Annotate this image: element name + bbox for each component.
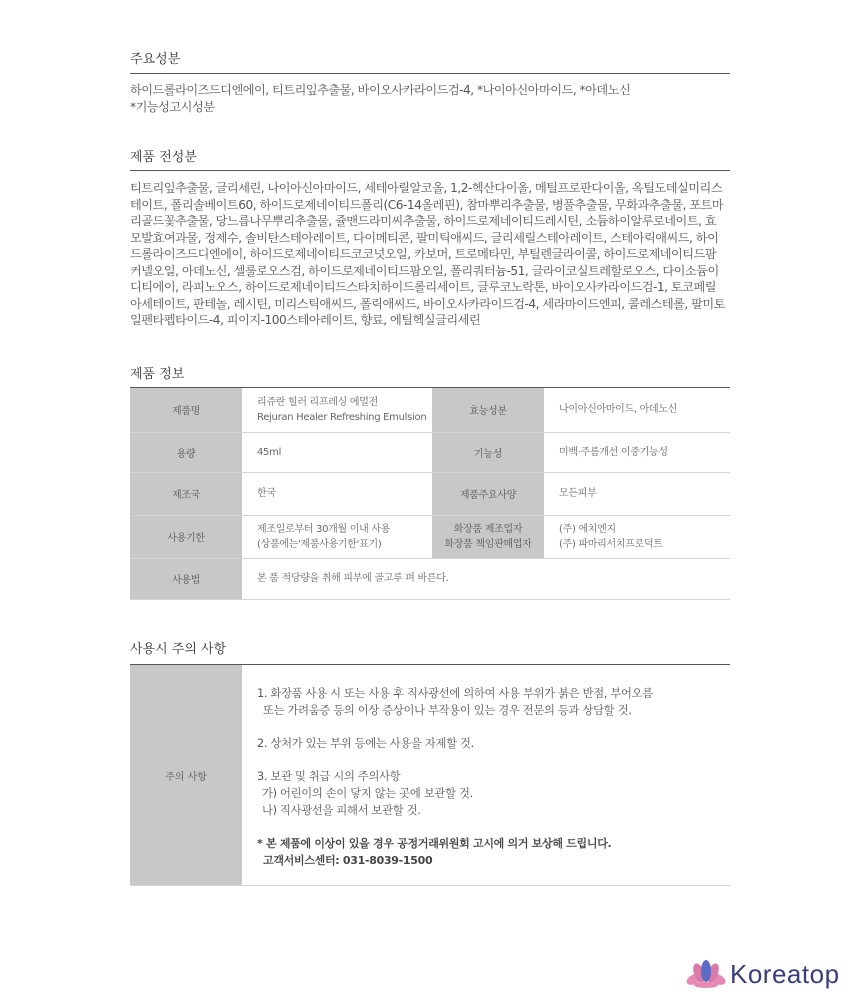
label-manufacturer: [432, 515, 544, 558]
seller-name: (주) 파마리서치프로덕트: [559, 538, 663, 550]
value-usage: 본 품 적당량을 취해 피부에 골고루 펴 바른다.: [242, 558, 730, 599]
product-info-table: [130, 388, 730, 600]
product-name-ko: 리쥬란 힐러 리프레싱 에멀전: [257, 396, 378, 408]
all-ingredients-line: 테이트, 폴리솔베이트60, 하이드로제네이티드폴리(C6-14올레핀), 참마뿌리추출물, 병풀추출물, 무화과추출물, 포트마: [130, 197, 724, 212]
label-function: 기능성: [432, 432, 544, 472]
caution-title: 사용시 주의 사항: [130, 642, 227, 657]
product-name-en: Rejuran Healer Refreshing Emulsion: [257, 411, 427, 423]
main-ingredients-line: 하이드롤라이즈드디엔에이, 티트리잎추출물, 바이오사카라이드검-4, *나이아신아마이드, *아데노신: [130, 83, 631, 97]
table-row: [130, 665, 730, 886]
label-usage: 사용법: [130, 558, 242, 599]
manufacturer-name: (주) 에치엔지: [559, 523, 616, 535]
label-product-name: 제품명: [130, 388, 242, 432]
label-seller-line: 화장품 책임판매업자: [444, 538, 532, 550]
label-volume: 용량: [130, 432, 242, 472]
label-country: 제조국: [130, 472, 242, 515]
divider: [130, 73, 730, 74]
caution-item-1: 1. 화장품 사용 시 또는 사용 후 직사광선에 의하여 사용 부위가 붉은 반점, 부어오름: [257, 687, 653, 700]
value-country: 한국: [242, 472, 432, 515]
label-caution: 주의 사항: [130, 665, 242, 886]
main-ingredients-text: [130, 82, 732, 115]
main-ingredients-title: 주요성분: [130, 52, 181, 67]
value-expiry: [242, 515, 432, 558]
table-row: [130, 388, 730, 432]
all-ingredients-line: 디티에이, 라피노오스, 하이드로제네이티드스타치하이드롤리세이트, 글루코노락톤, 바이오사카라이드검-1, 토코페릴: [130, 280, 717, 294]
label-spec: 제품주요사양: [432, 472, 544, 515]
all-ingredients-title: 제품 전성분: [130, 150, 197, 165]
all-ingredients-line: 커넬오일, 아데노신, 셀룰로오스검, 하이드로제네이티드팜오일, 폴리쿼터늄-51, 글라이코실트레할로오스, 다이소듐이: [130, 263, 719, 278]
caution-content: [242, 665, 730, 886]
divider: [130, 170, 730, 171]
all-ingredients-line: 일펜타펩타이드-4, 피이지-100스테아레이트, 향료, 에틸헥실글리세린: [130, 313, 481, 327]
table-row: [130, 515, 730, 558]
caution-item-1-cont: 또는 가려움증 등의 이상 증상이나 부작용이 있는 경우 전문의 등과 상담할 것.: [263, 704, 632, 717]
product-info-title: 제품 정보: [130, 367, 185, 382]
all-ingredients-line: 드롤라이즈드디엔에이, 하이드로제네이티드코코넛오일, 카보머, 트로메타민, 부틸렌글라이콜, 하이드로제네이티드팜: [130, 247, 717, 261]
value-spec: 모든피부: [544, 472, 730, 515]
main-ingredients-line: *기능성고시성분: [130, 99, 215, 114]
value-manufacturer: [544, 515, 730, 558]
all-ingredients-line: 리골드꽃추출물, 당느릅나무뿌리추출물, 쥴맨드라미씨추출물, 하이드로제네이티드레시틴, 소듐하이알루로네이트, 효: [130, 214, 717, 228]
value-active-ingredients: 나이아신아마이드, 아데노신: [544, 388, 730, 432]
label-active-ingredients: 효능성분: [432, 388, 544, 432]
expiry-line: 제조일로부터 30개월 이내 사용: [257, 523, 391, 535]
brand-name: Koreatop: [730, 958, 840, 989]
expiry-note: (상품에는'제품사용기한'표기): [257, 538, 382, 550]
all-ingredients-line: 모발효여과물, 정제수, 솔비탄스테아레이트, 다이메티콘, 팔미틱애씨드, 글리세릴스테아레이트, 스테아릭애씨드, 하이: [130, 230, 719, 245]
customer-service: 고객서비스센터: 031-8039-1500: [263, 854, 433, 867]
value-volume: 45ml: [242, 432, 432, 472]
table-row: [130, 472, 730, 515]
caution-note: * 본 제품에 이상이 있을 경우 공정거래위원회 고시에 의거 보상해 드립니다.: [257, 837, 612, 850]
caution-table: [130, 665, 730, 886]
caution-item-3a: 가) 어린이의 손이 닿지 않는 곳에 보관할 것.: [262, 787, 473, 800]
label-expiry: 사용기한: [130, 515, 242, 558]
all-ingredients-text: [130, 180, 732, 329]
all-ingredients-line: 아세테이트, 판테놀, 레시틴, 미리스틱애씨드, 폴릭애씨드, 바이오사카라이드검-4, 세라마이드엔피, 콜레스테롤, 팔미토: [130, 296, 725, 311]
all-ingredients-line: 티트리잎추출물, 글리세린, 나이아신아마이드, 세테아릴알코올, 1,2-헥산다이올, 메틸프로판다이올, 옥틸도데실미리스: [130, 181, 723, 195]
caution-item-2: 2. 상처가 있는 부위 등에는 사용을 자제할 것.: [257, 737, 474, 750]
value-product-name: [242, 388, 432, 432]
value-function: 미백·주름개선 이중기능성: [544, 432, 730, 472]
label-manufacturer-line: 화장품 제조업자: [453, 523, 523, 535]
brand-logo: [686, 958, 840, 990]
caution-item-3: 3. 보관 및 취급 시의 주의사항: [257, 770, 401, 783]
lotus-icon: [686, 958, 726, 990]
caution-item-3b: 나) 직사광선을 피해서 보관할 것.: [262, 804, 421, 817]
table-row: [130, 558, 730, 599]
table-row: [130, 432, 730, 472]
